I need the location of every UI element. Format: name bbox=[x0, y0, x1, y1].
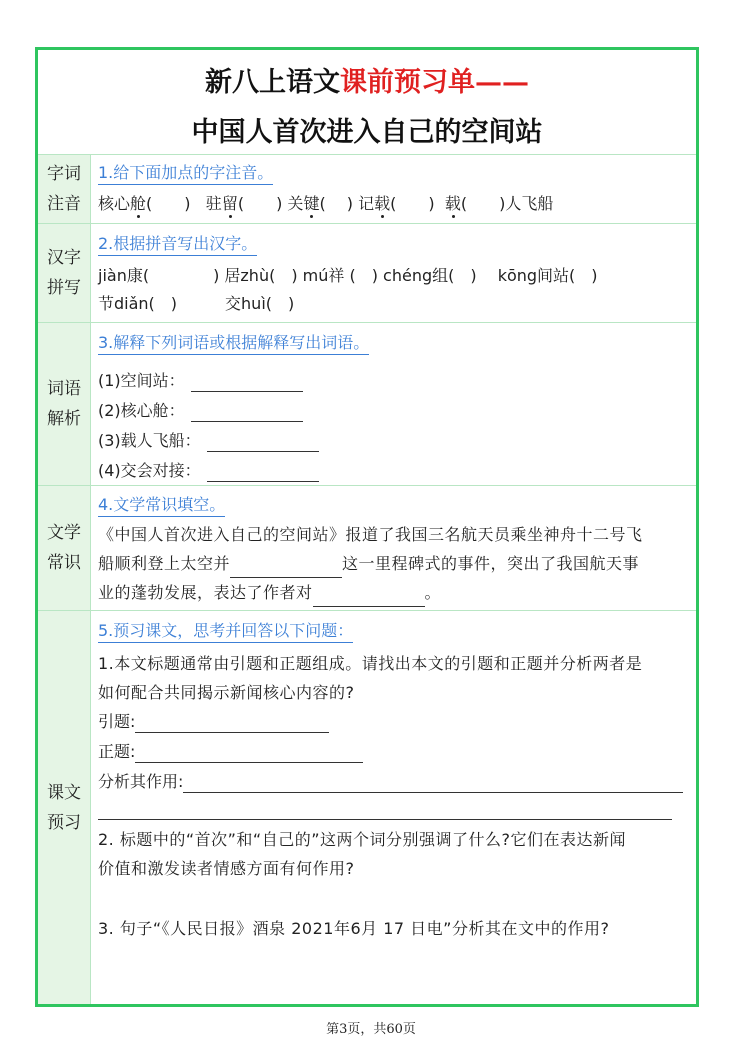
title-red: 课前预习单—— bbox=[340, 67, 529, 98]
section-label bbox=[38, 224, 91, 322]
section-label-text: 预习 bbox=[47, 812, 81, 833]
zhengti-item: 正题: bbox=[98, 741, 363, 763]
section-label bbox=[38, 323, 91, 485]
dotted-char: 键 bbox=[303, 194, 320, 213]
section-word-analysis bbox=[38, 323, 696, 486]
question-title: 1.给下面加点的字注音。 bbox=[98, 162, 273, 185]
section-content bbox=[98, 224, 690, 322]
section-text-preview bbox=[38, 611, 696, 1004]
word-item: (1)空间站： bbox=[98, 370, 303, 392]
section-label bbox=[38, 611, 91, 1004]
title-line-2: 中国人首次进入自己的空间站 bbox=[191, 117, 543, 148]
section-content bbox=[98, 611, 690, 1004]
section-label-text: 常识 bbox=[47, 553, 81, 573]
pinyin-line-1: jiàn康( ) 居zhù( ) mú祥 ( ) chéng组( ) kōng间站( ) bbox=[98, 266, 598, 285]
fenxi-item: 分析其作用: bbox=[98, 771, 683, 793]
question-title: 5.预习课文，思考并回答以下问题： bbox=[98, 620, 353, 643]
word-item: (4)交会对接： bbox=[98, 460, 319, 482]
section-content bbox=[98, 486, 690, 610]
answer-blank[interactable] bbox=[135, 744, 363, 763]
question-3: 3. 句子“《人民日报》酒泉 2021年6月 17 日电”分析其在文中的作用? bbox=[98, 919, 610, 938]
answer-blank[interactable] bbox=[230, 559, 342, 578]
word-item: (3)载人飞船： bbox=[98, 430, 319, 452]
section-label-text: 拼写 bbox=[47, 278, 81, 298]
question-title: 4.文学常识填空。 bbox=[98, 494, 225, 517]
pinyin-line-2: 节diǎn( ) 交huì( ) bbox=[98, 294, 295, 313]
answer-blank[interactable] bbox=[207, 433, 319, 452]
section-label-text: 解析 bbox=[47, 409, 81, 429]
answer-blank-line[interactable] bbox=[98, 801, 672, 820]
section-literary-knowledge bbox=[38, 486, 696, 611]
answer-blank[interactable] bbox=[207, 463, 319, 482]
question-title: 3.解释下列词语或根据解释写出词语。 bbox=[98, 332, 369, 355]
answer-blank[interactable] bbox=[135, 714, 329, 733]
section-spelling bbox=[38, 224, 696, 323]
dotted-char: 留 bbox=[221, 194, 238, 213]
section-pronunciation bbox=[38, 155, 696, 224]
fill-paragraph: 《中国人首次进入自己的空间站》报道了我国三名航天员乘坐神舟十二号飞 船顺利登上太空并 这一里程碑式的事件，突出了我国航天事 业的蓬勃发展，表达了作者对 。 bbox=[98, 520, 686, 607]
section-label-text: 词语 bbox=[47, 379, 81, 399]
section-label-text: 课文 bbox=[47, 782, 81, 803]
section-label bbox=[38, 155, 91, 223]
answer-blank[interactable] bbox=[313, 588, 425, 607]
section-label-text: 注音 bbox=[47, 194, 81, 214]
title-black: 新八上语文 bbox=[205, 67, 340, 98]
answer-blank[interactable] bbox=[191, 403, 303, 422]
yinti-item: 引题: bbox=[98, 711, 329, 733]
answer-blank[interactable] bbox=[191, 373, 303, 392]
section-label-text: 汉字 bbox=[47, 248, 81, 268]
section-label-text: 字词 bbox=[47, 164, 81, 184]
pinyin-items: 核心舱( ) 驻留( ) 关键( ) 记载( ) 载( )人飞船 bbox=[98, 194, 554, 213]
word-item: (2)核心舱： bbox=[98, 400, 303, 422]
section-label bbox=[38, 486, 91, 610]
dotted-char: 载 bbox=[444, 194, 461, 213]
section-content bbox=[98, 323, 690, 485]
title-line-1 bbox=[38, 60, 696, 99]
question-2: 2. 标题中的“首次”和“自己的”这两个词分别强调了什么?它们在表达新闻 价值和激发读者情感方面有何作用? bbox=[98, 830, 627, 878]
answer-blank[interactable] bbox=[183, 774, 683, 793]
section-content bbox=[98, 155, 690, 223]
section-label-text: 文学 bbox=[47, 523, 81, 543]
worksheet-frame bbox=[35, 47, 699, 1007]
dotted-char: 舱 bbox=[130, 194, 147, 213]
dotted-char: 载 bbox=[374, 194, 391, 213]
question-title: 2.根据拼音写出汉字。 bbox=[98, 233, 257, 256]
title-area bbox=[38, 50, 696, 155]
question-1: 1.本文标题通常由引题和正题组成。请找出本文的引题和正题并分析两者是 如何配合共同揭示新闻核心内容的? bbox=[98, 654, 643, 702]
page-footer: 第3页，共60页 bbox=[326, 1022, 416, 1037]
